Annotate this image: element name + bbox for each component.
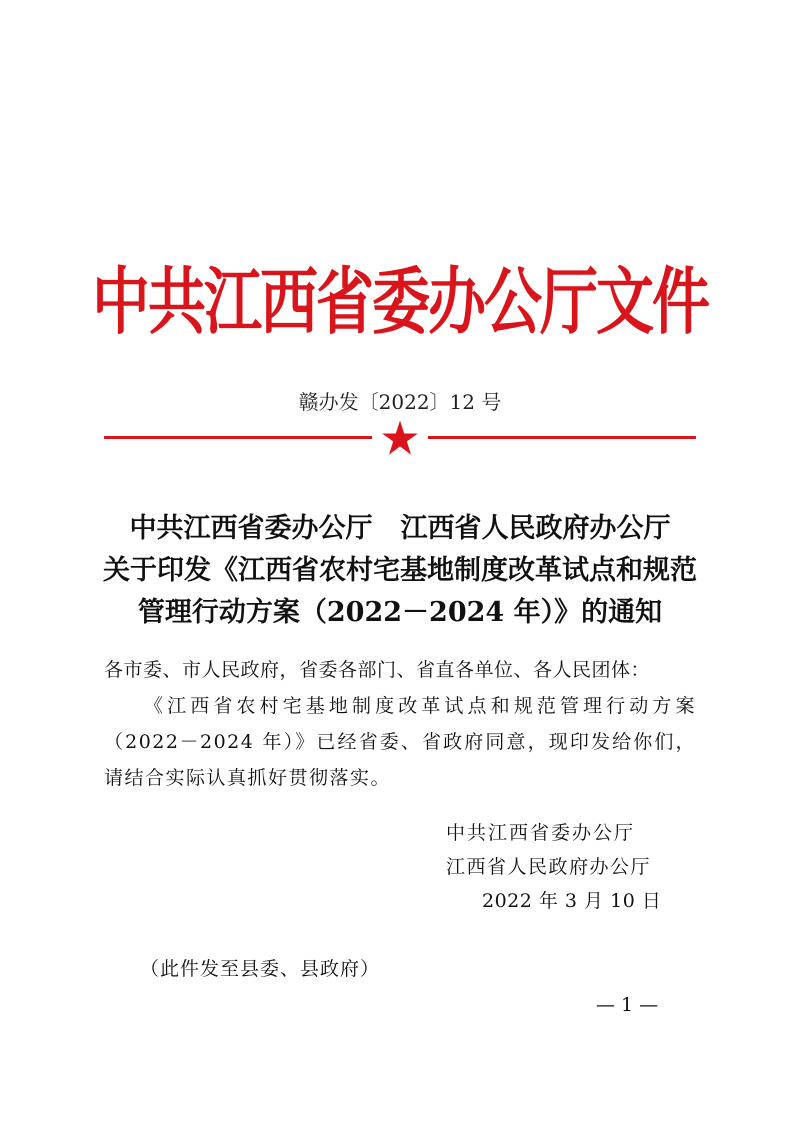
star-icon [381,419,419,457]
document-body [104,652,696,796]
body-paragraph: 《江西省农村宅基地制度改革试点和规范管理行动方案（2022－2024 年）》已经省委、省政府同意，现印发给你们，请结合实际认真抓好贯彻落实。 [104,695,696,789]
title-issuers-line [60,508,740,550]
document-masthead: 中共江西省委办公厅文件 [91,259,708,345]
title-issuer-1: 中共江西省委办公厅 [129,513,373,544]
page-number: — 1 — [596,994,659,1016]
signature-org-1: 中共江西省委办公厅 [446,822,636,844]
document-title [60,508,740,634]
signature-date: 2022 年 3 月 10 日 [482,890,662,912]
distribution-note: （此件发至县委、县政府） [140,958,381,980]
title-line-3: 管理行动方案（2022－2024 年）》的通知 [137,597,663,628]
signature-org-2: 江西省人民政府办公厅 [446,856,652,878]
red-divider-left [104,436,372,439]
title-line-2: 关于印发《江西省农村宅基地制度改革试点和规范 [103,555,697,586]
signature-block [400,816,700,918]
addressee-line: 各市委、市人民政府，省委各部门、省直各单位、各人民团体： [104,659,651,681]
title-issuer-2: 江西省人民政府办公厅 [400,513,671,544]
document-number: 赣办发〔2022〕12 号 [298,390,502,414]
red-divider-right [428,436,696,439]
